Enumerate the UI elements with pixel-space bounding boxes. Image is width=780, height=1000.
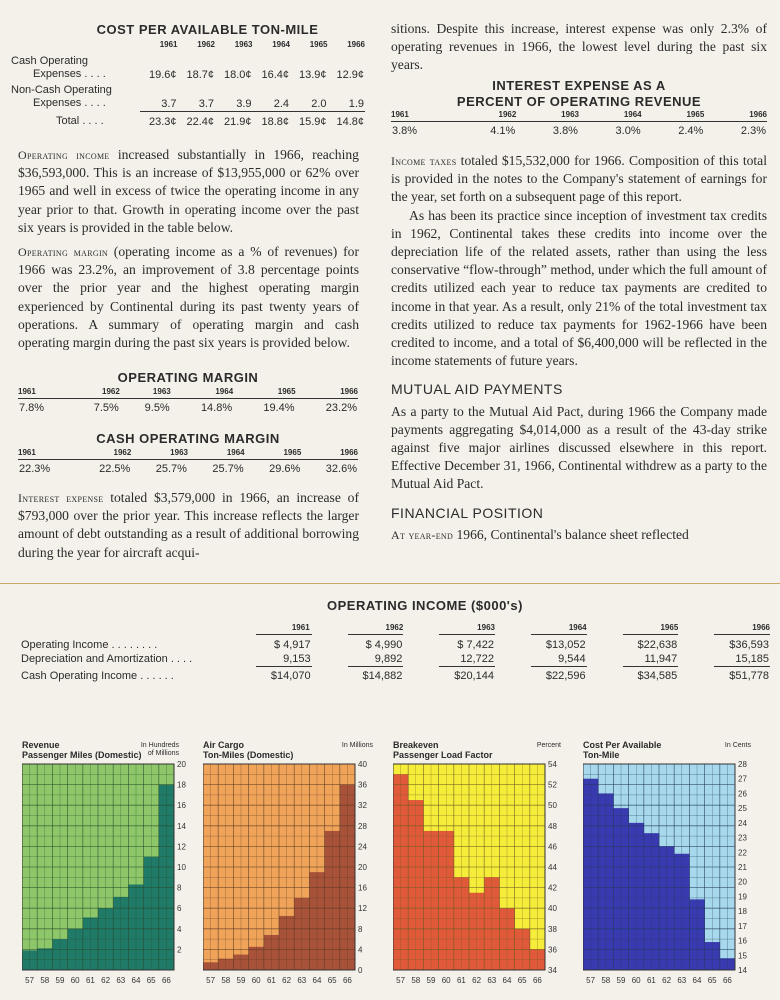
chart-title-line: Cost Per Available [583,740,662,750]
y-tick-label: 12 [358,904,367,914]
left-column-lower [18,489,359,568]
table-row [20,635,770,653]
financial-position-heading: FINANCIAL POSITION [391,504,544,521]
x-tick-label: 63 [116,976,126,983]
y-tick-label: 40 [358,760,367,769]
y-tick-label: 2 [177,945,182,955]
x-tick-label: 58 [221,976,231,983]
x-tick-label: 66 [161,976,171,983]
cost-cell: 1.9 [328,82,366,111]
cash-operating-margin-table [18,448,358,476]
margin-cell: 22.3% [19,463,51,475]
x-tick-label: 62 [472,976,482,983]
year-cell: 1966 [347,40,365,49]
lead-in: At year-end [391,527,454,542]
leader-dots: . . . . [170,653,193,666]
y-tick-label: 8 [358,924,363,934]
x-tick-label: 61 [85,976,95,983]
lead-in: Interest expense [18,491,104,505]
x-tick-label: 66 [532,976,542,983]
cost-per-ton-mile-chart [583,738,773,983]
year-row [18,387,358,399]
interest-expense-table-section [391,78,767,138]
year-cell: 1965 [309,40,328,49]
x-tick-label: 59 [55,976,65,983]
air-cargo-chart [203,738,378,983]
income-cell: $ 7,422 [457,639,494,651]
year-cell: 1966 [296,387,358,399]
margin-cell: 7.5% [93,402,119,414]
chart-title [203,740,293,760]
y-tick-label: 46 [548,842,557,852]
year-cell: 1961 [18,387,69,399]
y-tick-label: 10 [177,863,186,872]
y-tick-label: 21 [738,863,747,872]
chart-air-cargo [203,738,378,983]
x-tick-label: 60 [70,976,80,983]
y-tick-label: 8 [177,883,182,893]
margin-cell: 25.7% [155,463,187,475]
cost-per-ton-mile-section [10,22,365,129]
leader-dots: . . . . . . . . [111,638,158,651]
chart-title [22,740,142,760]
interest-cell: 3.8% [392,125,418,137]
lead-in: Income taxes [391,154,457,168]
income-cell: 9,892 [348,652,404,667]
right-column-body [391,152,767,550]
income-cell: $34,585 [637,670,678,682]
x-tick-label: 64 [692,976,702,983]
row-label: Depreciation and Amortization [21,653,168,666]
interest-cell: 4.1% [490,125,516,137]
y-tick-label: 40 [548,904,557,914]
income-cell: $14,070 [270,670,311,682]
year-cell: 1961 [159,40,178,49]
x-tick-label: 66 [342,976,352,983]
x-tick-label: 65 [146,976,156,983]
cost-cell: 18.8¢ [261,115,289,128]
x-tick-label: 65 [707,976,717,983]
margin-cell: 32.6% [325,463,357,475]
y-tick-label: 27 [738,774,747,784]
year-row [20,623,770,635]
year-row [18,448,358,460]
row-label: Non-Cash Operating [11,84,112,96]
x-tick-label: 63 [677,976,687,983]
y-tick-label: 28 [738,760,747,769]
y-tick-label: 15 [738,951,747,961]
y-tick-label: 24 [738,818,747,828]
cost-cell: 14.8¢ [336,115,364,128]
income-cell: 9,153 [256,652,312,667]
x-tick-label: 58 [601,976,611,983]
x-tick-label: 58 [40,976,50,983]
year-cell: 1962 [348,623,404,635]
year-cell: 1964 [171,387,233,399]
paragraph-text: totaled $3,579,000 in 1966, an increase of $793,000 over the prior year. This increase reflects the larger amount of debt outstanding as a result of additional borrowing during the year for aircraft acqui- [18,490,359,560]
x-tick-label: 62 [101,976,111,983]
y-tick-label: 4 [358,945,363,955]
year-cell: 1964 [531,623,587,635]
y-tick-label: 22 [738,848,747,858]
y-tick-label: 28 [358,821,367,831]
chart-unit-label [511,742,561,750]
year-cell: 1961 [18,448,75,460]
interest-continued-paragraph: sitions. Despite this increase, interest expense was only 2.3% of operating revenues in 1966, the lowest level during the past six years. [391,21,767,73]
x-tick-label: 60 [631,976,641,983]
operating-income-title: OPERATING INCOME ($000's) [327,598,523,613]
unit-line: of Millions [147,750,179,757]
y-tick-label: 50 [548,801,557,811]
chart-title-line: Passenger Miles (Domestic) [22,750,142,760]
income-cell: $ 4,917 [273,639,311,651]
operating-income-table [20,623,770,683]
year-cell: 1963 [234,40,253,49]
x-tick-label: 59 [236,976,246,983]
income-cell: 15,185 [714,652,770,667]
left-column-upper [18,146,359,358]
x-tick-label: 64 [312,976,322,983]
chart-title-line: Breakeven [393,740,439,750]
cost-cell: 18.7¢ [186,69,214,81]
y-tick-label: 54 [548,760,557,769]
year-cell: 1964 [272,40,290,49]
year-cell: 1965 [245,448,302,460]
mutual-aid-heading: MUTUAL AID PAYMENTS [391,381,563,398]
y-tick-label: 52 [548,780,557,790]
paragraph-text: 1966, Continental's balance sheet reflected [453,526,689,542]
income-cell: $22,596 [545,670,586,682]
x-tick-label: 63 [487,976,497,983]
x-tick-label: 62 [662,976,672,983]
cost-cell: 16.4¢ [261,69,289,81]
investment-tax-paragraph: As has been its practice since inception of investment tax credits in 1962, Continental takes these credits into income over the depreciation life of the related assets, rather than using the less conservative “flow-through” method, under which the full amount of credits utilized each year to reduce tax payments are credited to income in that year. As a result, only 21% of the total investment tax credits utilized to reduce tax payments for 1962-1966 have been credited to income, and a total of $6,400,000 will be reflected in the income statements of future years. [391,207,767,369]
x-tick-label: 62 [282,976,292,983]
chart-title-line: Passenger Load Factor [393,750,493,760]
margin-cell: 9.5% [144,402,170,414]
y-tick-label: 48 [548,821,557,831]
table-row [10,82,365,111]
y-tick-label: 34 [548,966,557,975]
operating-income-section [20,598,770,683]
income-cell: 12,722 [439,652,495,667]
value-row [391,122,767,139]
value-row [18,460,358,477]
income-cell: $51,778 [729,670,769,682]
leader-dots: . . . . [84,97,106,109]
chart-title-line: Revenue [22,740,60,750]
y-tick-label: 20 [358,863,367,872]
cost-table [10,40,365,129]
operating-income-paragraph [18,146,359,237]
year-cell: 1961 [256,623,312,635]
year-cell: 1964 [188,448,245,460]
y-tick-label: 24 [358,842,367,852]
x-tick-label: 65 [327,976,337,983]
row-label: Expenses [33,97,82,109]
margin-cell: 22.5% [99,463,131,475]
unit-line: In Cents [724,742,751,749]
row-label: Expenses [33,68,82,80]
cost-cell: 13.9¢ [298,69,327,81]
margin-cell: 7.8% [19,402,45,414]
x-tick-label: 59 [426,976,436,983]
year-cell: 1961 [391,110,454,122]
y-tick-label: 16 [738,936,747,946]
y-tick-label: 38 [548,924,557,934]
income-cell: $13,052 [545,639,586,651]
y-tick-label: 14 [738,966,747,975]
x-tick-label: 61 [646,976,656,983]
cost-cell: 15.9¢ [298,115,327,128]
year-cell: 1966 [301,448,358,460]
row-label: Total [56,115,80,128]
interest-cell: 3.0% [615,125,641,137]
section-divider [0,583,780,584]
cost-cell: 3.7 [140,82,178,111]
y-tick-label: 6 [177,904,182,914]
mutual-aid-paragraph: As a party to the Mutual Aid Pact, during 1966 the Company made payments aggregating $4,014,000 as a result of the 43-day strike against five major airlines discussed elsewhere in this report. Effective December 31, 1966, Continental withdrew as a party to the Mutual Aid Pact. [391,403,767,492]
chart-cost-per-ton-mile [583,738,773,983]
cost-cell: 18.0¢ [223,69,252,81]
paragraph-text: increased substantially in 1966, reaching $36,593,000. This is an increase of $13,955,000 or 62% over 1965 and well in excess of twice the operating income in any year prior to that. Growth in operating income over the past six years is provided in the table below. [18,147,359,235]
cost-cell: 3.9 [215,82,253,111]
unit-line: In Millions [341,742,373,749]
paragraph-text: totaled $15,532,000 for 1966. Composition of this total is provided in the notes to the Company's statement of earnings for the year, set forth on a subsequent page of this report. [391,153,767,205]
cost-cell: 2.0 [290,82,328,111]
value-row [18,399,358,416]
y-tick-label: 36 [358,780,367,790]
year-cell: 1962 [75,448,132,460]
y-tick-label: 25 [738,804,747,814]
y-tick-label: 20 [177,760,186,769]
y-tick-label: 16 [358,883,367,893]
y-tick-label: 16 [177,801,186,811]
cost-cell: 21.9¢ [223,115,252,128]
financial-position-paragraph [391,526,767,544]
paragraph-text: (operating income as a % of revenues) for 1966 was 23.2%, an improvement of 3.8 percentage points over the prior year and the highest operating margin experienced by Continental during its past twenty years of operations. A summary of operating margin and cash operating margin during the past six years is provided below. [18,244,359,351]
cost-cell: 3.7 [178,82,216,111]
y-tick-label: 26 [738,789,747,799]
unit-line: Percent [536,742,561,749]
margin-cell: 23.2% [325,402,357,414]
x-tick-label: 64 [502,976,512,983]
margin-cell: 19.4% [263,402,295,414]
y-tick-label: 19 [738,892,747,902]
chart-unit-label [129,742,179,758]
x-tick-label: 66 [722,976,732,983]
year-cell: 1963 [131,448,188,460]
table-row [10,111,365,129]
row-label: Cash Operating [11,55,89,67]
cost-cell: 19.6¢ [148,69,177,81]
x-tick-label: 64 [131,976,141,983]
y-tick-label: 36 [548,945,557,955]
row-label: Operating Income [21,638,109,651]
cash-operating-margin-title: CASH OPERATING MARGIN [96,431,280,446]
revenue-passenger-miles-chart [22,738,197,983]
margin-cell: 29.6% [269,463,301,475]
y-tick-label: 23 [738,833,747,843]
right-column-top [391,20,767,81]
leader-dots: . . . . [82,115,104,128]
y-tick-label: 17 [738,921,747,931]
margin-cell: 25.7% [212,463,244,475]
year-cell: 1966 [714,623,770,635]
x-tick-label: 65 [517,976,527,983]
cost-cell: 12.9¢ [336,69,364,81]
leader-dots: . . . . [84,68,106,80]
x-tick-label: 57 [396,976,406,983]
y-tick-label: 0 [358,966,363,975]
x-tick-label: 61 [266,976,276,983]
interest-table-title-1: INTEREST EXPENSE AS A [492,78,666,93]
leader-dots: . . . . . . [140,669,174,682]
margin-cell: 14.8% [200,402,233,414]
year-cell: 1962 [197,40,215,49]
income-cell: $ 4,990 [365,639,403,651]
x-tick-label: 63 [297,976,307,983]
row-label: Cash Operating Income [21,669,138,682]
interest-cell: 3.8% [552,125,578,137]
unit-line: In Hundreds [140,742,179,749]
y-tick-label: 42 [548,883,557,893]
y-tick-label: 44 [548,863,557,872]
operating-margin-section [18,370,358,415]
table-row [20,667,770,684]
x-tick-label: 59 [616,976,626,983]
x-tick-label: 58 [411,976,421,983]
income-cell: $36,593 [729,639,769,651]
y-tick-label: 32 [358,801,367,811]
income-cell: $20,144 [454,670,494,682]
year-cell: 1962 [69,387,120,399]
chart-title [583,740,661,760]
chart-unit-label [323,742,373,750]
year-cell: 1965 [642,110,705,122]
table-row [20,652,770,667]
interest-table [391,110,767,138]
operating-margin-table [18,387,358,415]
interest-cell: 2.3% [740,125,766,137]
cost-cell: 23.3¢ [148,115,177,128]
cost-cell: 22.4¢ [186,115,214,128]
year-cell: 1963 [516,110,579,122]
cost-table-years [10,40,365,51]
lead-in: Operating income [18,148,110,162]
y-tick-label: 4 [177,924,182,934]
y-tick-label: 12 [177,842,186,852]
year-cell: 1965 [623,623,679,635]
y-tick-label: 14 [177,821,186,831]
year-cell: 1963 [120,387,171,399]
y-tick-label: 18 [177,780,186,790]
chart-breakeven-load-factor [393,738,583,983]
x-tick-label: 60 [441,976,451,983]
income-cell: $22,638 [637,639,678,651]
chart-title-line: Air Cargo [203,740,245,750]
lead-in: Operating margin [18,245,108,260]
income-cell: $14,882 [362,670,403,682]
x-tick-label: 61 [456,976,466,983]
x-tick-label: 57 [206,976,216,983]
y-tick-label: 20 [738,877,747,887]
table-row [10,51,365,82]
chart-unit-label [701,742,751,750]
year-row [391,110,767,122]
breakeven-load-factor-chart [393,738,583,983]
year-cell: 1963 [439,623,495,635]
y-tick-label: 18 [738,907,747,917]
year-cell: 1962 [454,110,517,122]
x-tick-label: 60 [251,976,261,983]
year-cell: 1965 [233,387,295,399]
interest-table-title-2: PERCENT OF OPERATING REVENUE [456,94,702,109]
chart-title [393,740,493,760]
chart-title-line: Ton-Miles (Domestic) [203,750,294,760]
cash-operating-margin-section [18,431,358,476]
income-cell: 9,544 [531,652,587,667]
chart-title-line: Ton-Mile [583,750,620,760]
cost-table-title: COST PER AVAILABLE TON-MILE [96,22,319,37]
year-cell: 1966 [704,110,767,122]
cost-cell: 2.4 [253,82,291,111]
x-tick-label: 57 [586,976,596,983]
x-tick-label: 57 [25,976,35,983]
chart-revenue-passenger-miles [22,738,197,983]
operating-margin-paragraph [18,243,359,352]
income-cell: 11,947 [623,652,679,667]
interest-expense-paragraph [18,489,359,562]
operating-margin-title: OPERATING MARGIN [117,370,259,385]
income-taxes-paragraph [391,152,767,207]
interest-cell: 2.4% [678,125,704,137]
year-cell: 1964 [579,110,642,122]
